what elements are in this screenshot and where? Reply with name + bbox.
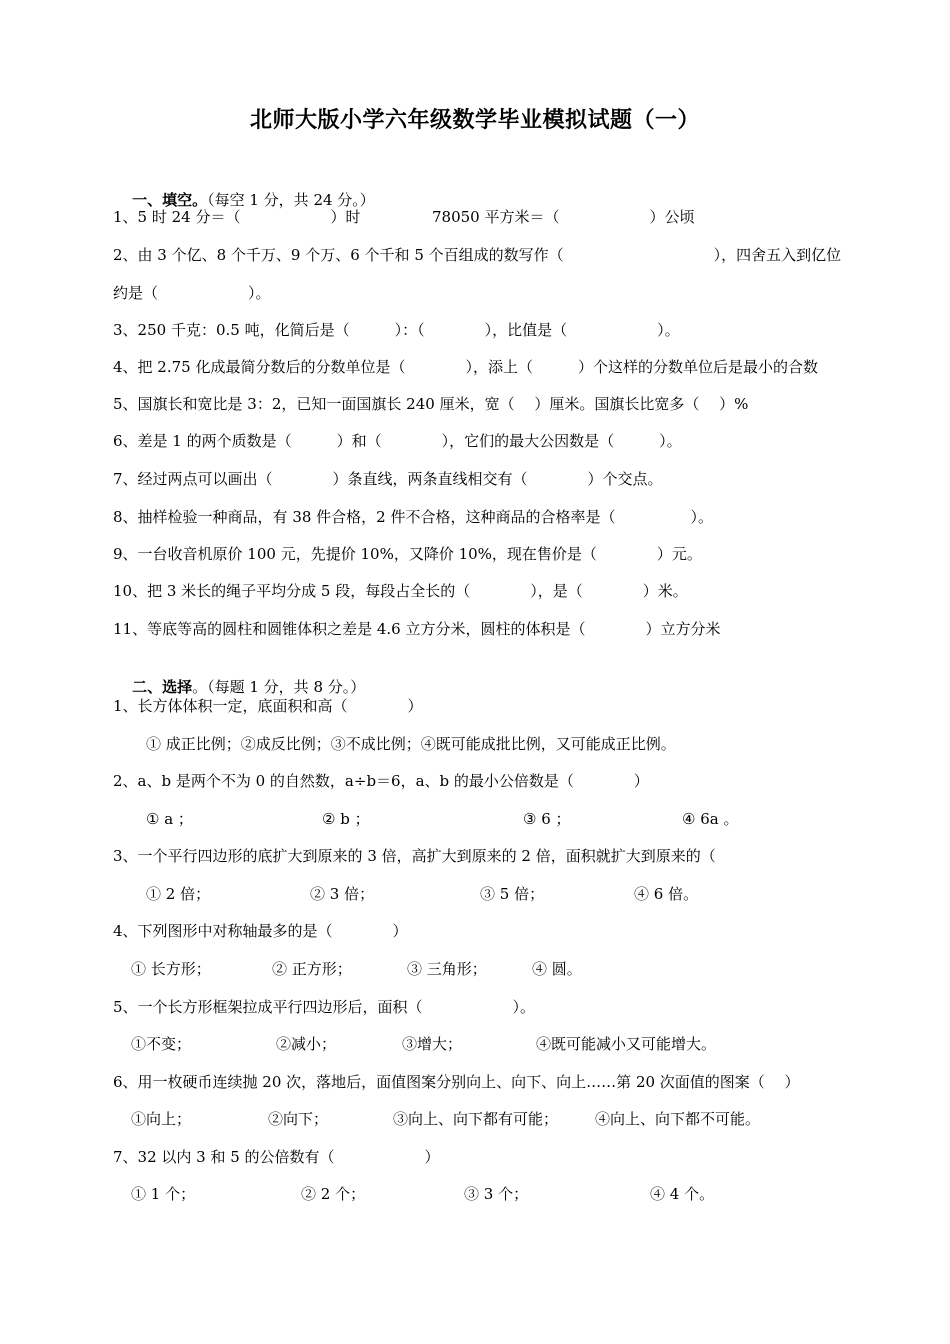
- choice-question-3: 3、一个平行四边形的底扩大到原来的 3 倍，高扩大到原来的 2 倍，面积就扩大到原来的（: [113, 847, 716, 865]
- fill-question-1: [113, 207, 833, 227]
- choice-2-option-4: ④ 6a 。: [682, 810, 739, 828]
- choice-7-option-2: ② 2 个；: [301, 1185, 366, 1203]
- fill-question-5: 5、国旗长和宽比是 3：2，已知一面国旗长 240 厘米，宽（ ）厘米。国旗长比宽多（ ）%: [113, 395, 749, 413]
- choice-3-option-3: ③ 5 倍；: [480, 885, 545, 903]
- choice-7-option-1: ① 1 个；: [131, 1185, 196, 1203]
- section1-note: （每空 1 分，共 24 分。）: [207, 191, 375, 209]
- choice-3-option-2: ② 3 倍；: [310, 885, 375, 903]
- fill-question-9: 9、一台收音机原价 100 元，先提价 10%，又降价 10%，现在售价是（ ）元。: [113, 545, 702, 563]
- section2-heading: 二、选择: [132, 678, 193, 696]
- fill-question-11: 11、等底等高的圆柱和圆锥体积之差是 4.6 立方分米，圆柱的体积是（ ）立方分米: [113, 620, 721, 638]
- fill-question-2-line2: 约是（ ）。: [113, 284, 271, 302]
- choice-5-option-3: ③增大；: [402, 1035, 463, 1053]
- choice-question-2: 2、a、b 是两个不为 0 的自然数，a÷b＝6，a、b 的最小公倍数是（ ）: [113, 772, 649, 790]
- fill-question-1-part-a: 1、5 时 24 分＝（ ）时: [113, 208, 361, 226]
- section2-note: 。（每题 1 分，共 8 分。）: [192, 678, 366, 696]
- choice-question-1: 1、长方体体积一定，底面积和高（ ）: [113, 697, 423, 715]
- choice-4-option-2: ② 正方形；: [272, 960, 352, 978]
- choice-2-option-3: ③ 6 ；: [523, 810, 571, 828]
- fill-question-8: 8、抽样检验一种商品，有 38 件合格，2 件不合格，这种商品的合格率是（ ）。: [113, 508, 713, 526]
- fill-question-6: 6、差是 1 的两个质数是（ ）和（ ），它们的最大公因数是（ ）。: [113, 432, 682, 450]
- choice-3-option-4: ④ 6 倍。: [634, 885, 699, 903]
- choice-question-4: 4、下列图形中对称轴最多的是（ ）: [113, 922, 408, 940]
- fill-question-4: 4、把 2.75 化成最简分数后的分数单位是（ ），添上（ ）个这样的分数单位后是最小的合数: [113, 358, 818, 376]
- choice-5-option-4: ④既可能减小又可能增大。: [536, 1035, 717, 1053]
- choice-7-option-3: ③ 3 个；: [464, 1185, 529, 1203]
- fill-question-3: 3、250 千克：0.5 吨，化简后是（ ）：（ ），比值是（ ）。: [113, 321, 680, 339]
- choice-5-option-1: ①不变；: [131, 1035, 192, 1053]
- choice-6-option-4: ④向上、向下都不可能。: [595, 1110, 761, 1128]
- choice-7-option-4: ④ 4 个。: [650, 1185, 715, 1203]
- fill-question-1-part-b: 78050 平方米＝（ ）公顷: [432, 208, 695, 226]
- fill-question-2-line1: 2、由 3 个亿、8 个千万、9 个万、6 个千和 5 个百组成的数写作（ ），四舍五入到亿位: [113, 246, 842, 264]
- fill-question-10: 10、把 3 米长的绳子平均分成 5 段，每段占全长的（ ），是（ ）米。: [113, 582, 688, 600]
- fill-question-7: 7、经过两点可以画出（ ）条直线，两条直线相交有（ ）个交点。: [113, 470, 663, 488]
- choice-6-option-3: ③向上、向下都有可能；: [393, 1110, 559, 1128]
- choice-4-option-3: ③ 三角形；: [407, 960, 487, 978]
- section1-heading: 一、填空。: [132, 191, 208, 209]
- choice-question-6: 6、用一枚硬币连续抛 20 次，落地后，面值图案分别向上、向下、向上……第 20 次面值的图案（ ）: [113, 1073, 800, 1091]
- choice-2-option-2: ② b ；: [322, 810, 370, 828]
- choice-4-option-4: ④ 圆。: [532, 960, 582, 978]
- choice-5-option-2: ②减小；: [276, 1035, 337, 1053]
- choice-6-option-1: ①向上；: [131, 1110, 192, 1128]
- page-title: 北师大版小学六年级数学毕业模拟试题（一）: [249, 107, 700, 133]
- choice-6-option-2: ②向下；: [268, 1110, 329, 1128]
- choice-question-5: 5、一个长方形框架拉成平行四边形后，面积（ ）。: [113, 998, 536, 1016]
- choice-2-option-1: ① a ；: [146, 810, 193, 828]
- choice-question-1-options: ① 成正比例；②成反比例；③不成比例；④既可能成批比例，又可能成正比例。: [146, 735, 676, 753]
- choice-4-option-1: ① 长方形；: [131, 960, 211, 978]
- choice-question-7: 7、32 以内 3 和 5 的公倍数有（ ）: [113, 1148, 440, 1166]
- choice-3-option-1: ① 2 倍；: [146, 885, 211, 903]
